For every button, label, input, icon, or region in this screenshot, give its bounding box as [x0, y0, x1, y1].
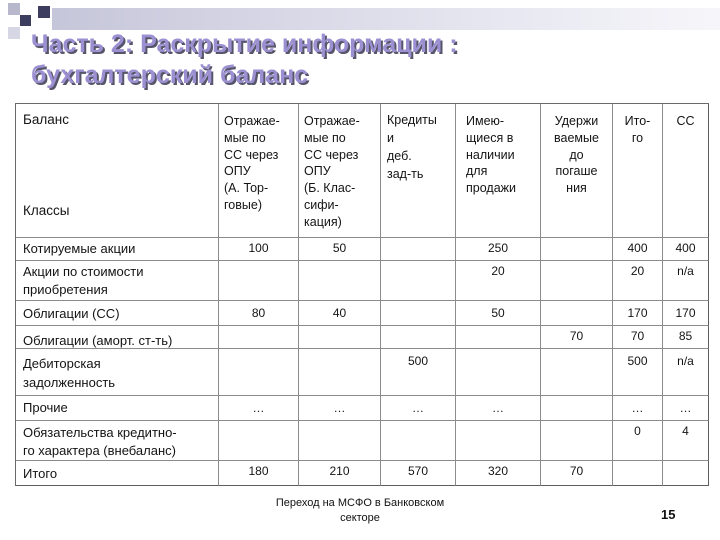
slide-footer: Переход на МСФО в Банковском секторе: [275, 497, 445, 524]
balance-table: [15, 103, 709, 486]
row1-col4-value: 250: [456, 238, 541, 261]
row-label-shares-at-cost: Акции по стоимости приобретения: [16, 261, 219, 301]
row3-col2-value: 40: [299, 301, 381, 326]
header-corner-cell: [16, 104, 219, 238]
header-classes-label: Классы: [23, 203, 70, 218]
header-col-designated: Отражае- мые по СС через ОПУ (Б. Клас- сифи- кация): [299, 104, 381, 238]
row5-col5-value: [541, 349, 613, 396]
row8-col7-value: [663, 461, 709, 486]
row3-col6-value: 170: [613, 301, 663, 326]
header-col-trading: Отражае- мые по СС через ОПУ (А. Тор- говые): [219, 104, 299, 238]
row2-col1-value: [219, 261, 299, 301]
row4-col1-value: [219, 326, 299, 349]
row7-col6-value: 0: [613, 421, 663, 461]
row7-col2-value: [299, 421, 381, 461]
row7-col4-value: [456, 421, 541, 461]
row6-col6-value: …: [613, 396, 663, 421]
slide-title-line-1: Часть 2: Раскрытие информации :: [31, 30, 458, 58]
row4-col7-value: 85: [663, 326, 709, 349]
decor-square-dark: [20, 15, 31, 26]
row8-col3-value: 570: [381, 461, 456, 486]
row2-col5-value: [541, 261, 613, 301]
row5-col3-value: 500: [381, 349, 456, 396]
row2-col6-value: 20: [613, 261, 663, 301]
header-col-held-to-maturity: Удержи ваемые до погаше ния: [541, 104, 613, 238]
row7-col7-value: 4: [663, 421, 709, 461]
row3-col4-value: 50: [456, 301, 541, 326]
row2-col3-value: [381, 261, 456, 301]
row-label-bonds-fair-value: Облигации (СС): [16, 301, 219, 326]
row5-col6-value: 500: [613, 349, 663, 396]
header-col-total: Ито- го: [613, 104, 663, 238]
row1-col6-value: 400: [613, 238, 663, 261]
row-label-quoted-shares: Котируемые акции: [16, 238, 219, 261]
row4-col2-value: [299, 326, 381, 349]
decor-top-bar: [52, 8, 720, 30]
row5-col4-value: [456, 349, 541, 396]
row1-col7-value: 400: [663, 238, 709, 261]
row1-col1-value: 100: [219, 238, 299, 261]
header-col-loans-receivables: Кредиты и деб. зад-ть: [381, 104, 456, 238]
row6-col1-value: …: [219, 396, 299, 421]
row6-col2-value: …: [299, 396, 381, 421]
row5-col7-value: n/a: [663, 349, 709, 396]
row-label-total: Итого: [16, 461, 219, 486]
row4-col5-value: 70: [541, 326, 613, 349]
row2-col4-value: 20: [456, 261, 541, 301]
row-label-credit-commitments: Обязательства кредитно- го характера (внебаланс): [16, 421, 219, 461]
slide-title-line-2: бухгалтерский баланс: [31, 61, 309, 89]
page-number: 15: [661, 507, 676, 522]
header-balance-label: Баланс: [23, 112, 69, 127]
slide-title: [31, 29, 691, 91]
row1-col3-value: [381, 238, 456, 261]
row6-col5-value: [541, 396, 613, 421]
row-label-bonds-amortized-cost: Облигации (аморт. ст-ть): [16, 326, 219, 349]
row6-col4-value: …: [456, 396, 541, 421]
row8-col1-value: 180: [219, 461, 299, 486]
row-label-receivables: Дебиторская задолженность: [16, 349, 219, 396]
decor-square-pale: [8, 27, 20, 39]
row7-col3-value: [381, 421, 456, 461]
row8-col2-value: 210: [299, 461, 381, 486]
row1-col2-value: 50: [299, 238, 381, 261]
row7-col1-value: [219, 421, 299, 461]
decor-square-light: [8, 3, 20, 15]
row2-col2-value: [299, 261, 381, 301]
row3-col1-value: 80: [219, 301, 299, 326]
row8-col6-value: [613, 461, 663, 486]
row5-col2-value: [299, 349, 381, 396]
row4-col3-value: [381, 326, 456, 349]
row5-col1-value: [219, 349, 299, 396]
row3-col7-value: 170: [663, 301, 709, 326]
row7-col5-value: [541, 421, 613, 461]
row6-col3-value: …: [381, 396, 456, 421]
row-label-other: Прочие: [16, 396, 219, 421]
row1-col5-value: [541, 238, 613, 261]
row8-col5-value: 70: [541, 461, 613, 486]
row6-col7-value: …: [663, 396, 709, 421]
row4-col6-value: 70: [613, 326, 663, 349]
row8-col4-value: 320: [456, 461, 541, 486]
row4-col4-value: [456, 326, 541, 349]
header-col-cc: СС: [663, 104, 709, 238]
row3-col5-value: [541, 301, 613, 326]
row3-col3-value: [381, 301, 456, 326]
decor-square-dark: [38, 6, 50, 18]
row2-col7-value: n/a: [663, 261, 709, 301]
header-col-available-for-sale: Имею- щиеся в наличии для продажи: [456, 104, 541, 238]
